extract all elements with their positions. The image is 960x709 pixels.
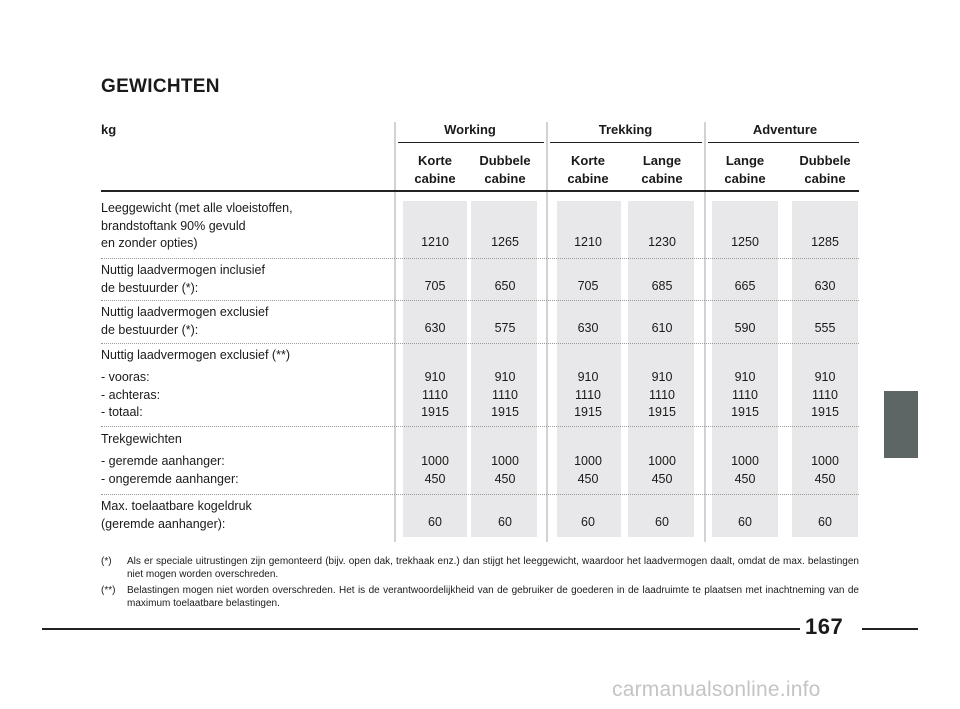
column-header: Lange cabine [641,153,683,186]
table-cell: 1285 [811,235,839,249]
column-header: Dubbele cabine [479,153,531,186]
group-trekking: Trekking [598,122,653,137]
table-cell-stack: 910 1110 1915 [731,370,759,419]
row-label-empty-weight: Leeggewicht (met alle vloeistoffen, brandstoftank 90% gevuld en zonder opties) [101,201,293,250]
table-cell-stack: 910 1110 1915 [491,370,519,419]
row-label-payload-incl: Nuttig laadvermogen inclusief de bestuurder (*): [101,263,265,295]
footnote-marker: (**) [101,585,116,596]
table-cell: 60 [581,515,595,529]
table-cell: 650 [494,279,516,293]
table-cell-stack: 910 1110 1915 [648,370,676,419]
table-cell: 575 [494,321,516,335]
table-cell: 630 [577,321,599,335]
group-underline [398,142,544,143]
table-cell: 630 [814,279,836,293]
group-adventure: Adventure [752,122,818,137]
table-cell: 1265 [491,235,519,249]
row-separator [101,494,859,495]
table-cell-stack: 1000 450 [731,454,759,486]
table-cell-stack: 910 1110 1915 [421,370,449,419]
group-divider [704,122,706,542]
row-separator [101,426,859,427]
footnote [101,584,859,610]
table-cell: 60 [655,515,669,529]
group-divider [546,122,548,542]
unit-label: kg [101,122,117,137]
table-cell: 630 [424,321,446,335]
column-header: Lange cabine [724,153,766,186]
row-label-tow-ball-load: Max. toelaatbare kogeldruk (geremde aanhanger): [101,499,252,531]
table-cell: 60 [428,515,442,529]
table-cell-stack: 1000 450 [811,454,839,486]
row-separator [101,300,859,301]
group-underline [550,142,702,143]
footnote-text: Belastingen mogen niet worden overschreden. Het is de verantwoordelijkheid van de gebruiker de goederen in de laadruimte te plaatsen met inachtneming van de maximum toelaatbare belastingen. [127,585,859,609]
row-label-towing: Trekgewichten [101,432,182,446]
table-cell: 1230 [648,235,676,249]
table-cell: 705 [577,279,599,293]
table-cell: 610 [651,321,673,335]
table-cell: 60 [818,515,832,529]
table-cell-stack: 1000 450 [648,454,676,486]
table-cell: 1250 [731,235,759,249]
column-header: Korte cabine [567,153,609,186]
footnote [101,555,859,581]
row-separator [101,343,859,344]
table-cell-stack: 910 1110 1915 [574,370,602,419]
column-header: Korte cabine [414,153,456,186]
table-cell: 1210 [574,235,602,249]
table-cell: 60 [738,515,752,529]
group-working: Working [444,122,496,137]
column-header: Dubbele cabine [799,153,851,186]
table-cell: 555 [814,321,836,335]
chapter-tab [884,391,918,458]
footer-rule [862,628,918,630]
footnote-marker: (*) [101,556,112,567]
row-sublabels-towing: - geremde aanhanger: - ongeremde aanhanger: [101,454,239,486]
watermark: carmanualsonline.info [612,678,821,701]
row-label-payload-excl: Nuttig laadvermogen exclusief de bestuurder (*): [101,305,269,337]
page-title: GEWICHTEN [101,76,220,97]
table-cell: 685 [651,279,673,293]
row-separator [101,258,859,259]
table-cell: 705 [424,279,446,293]
table-cell: 665 [734,279,756,293]
table-cell-stack: 1000 450 [574,454,602,486]
header-rule [101,190,859,192]
table-cell-stack: 910 1110 1915 [811,370,839,419]
table-cell: 590 [734,321,756,335]
footer-rule [42,628,800,630]
table-cell: 60 [498,515,512,529]
page-number: 167 [805,614,844,639]
footnote-text: Als er speciale uitrustingen zijn gemonteerd (bijv. open dak, trekhaak enz.) dan stijgt het leeggewicht, waardoor het laadvermogen daalt, omdat de max. belastingen niet mogen worden overschreden. [127,556,859,580]
table-cell: 1210 [421,235,449,249]
group-underline [708,142,859,143]
row-sublabels-axle-loads: - vooras: - achteras: - totaal: [101,370,161,419]
group-divider [394,122,396,542]
table-cell-stack: 1000 450 [421,454,449,486]
row-label-axle-loads: Nuttig laadvermogen exclusief (**) [101,348,290,362]
table-cell-stack: 1000 450 [491,454,519,486]
